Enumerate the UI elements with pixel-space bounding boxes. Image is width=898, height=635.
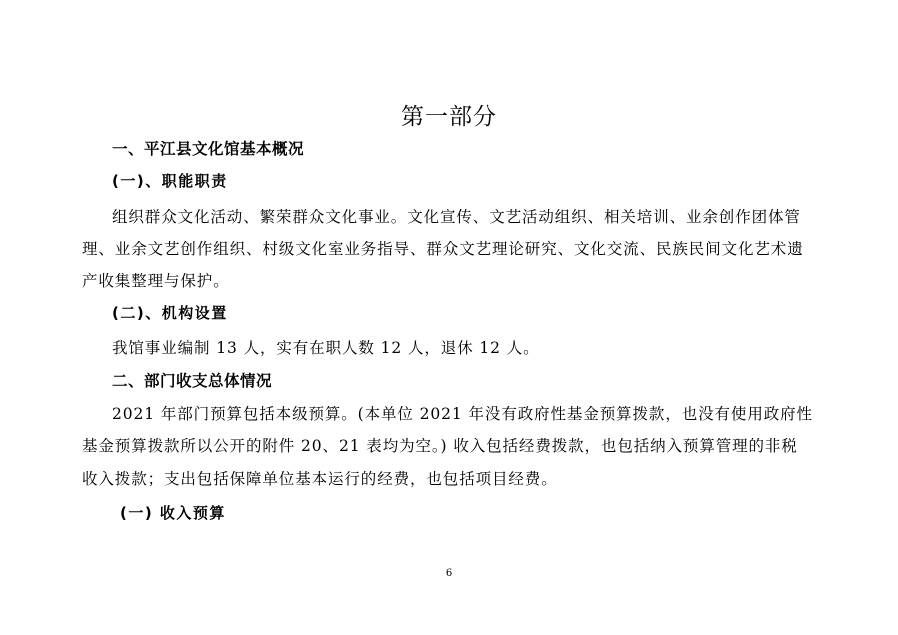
section-heading-budget-overview: 二、部门收支总体情况 xyxy=(112,372,273,390)
paragraph-line: 我馆事业编制 13 人，实有在职人数 12 人，退休 12 人。 xyxy=(112,339,540,357)
section-heading-overview: 一、平江县文化馆基本概况 xyxy=(112,140,305,158)
page-number: 6 xyxy=(445,568,453,579)
subsection-heading-duties: (一)、职能职责 xyxy=(112,172,228,190)
paragraph-line: 2021 年部门预算包括本级预算。(本单位 2021 年没有政府性基金预算拨款，也没有使用政府性 xyxy=(112,405,813,423)
subsection-heading-income-budget: (一) 收入预算 xyxy=(120,504,226,522)
paragraph-line: 理、业余文艺创作组织、村级文化室业务指导、群众文艺理论研究、文化交流、民族民间文化艺术遗 xyxy=(82,240,804,258)
paragraph-line: 基金预算拨款所以公开的附件 20、21 表均为空。) 收入包括经费拨款，也包括纳入预算管理的非税 xyxy=(82,437,798,455)
subsection-heading-organization: (二)、机构设置 xyxy=(112,304,228,322)
paragraph-line: 组织群众文化活动、繁荣群众文化事业。文化宣传、文艺活动组织、相关培训、业余创作团体管 xyxy=(112,208,801,226)
paragraph-line: 产收集整理与保护。 xyxy=(82,272,230,290)
page-title: 第一部分 xyxy=(401,104,497,130)
paragraph-line: 收入拨款；支出包括保障单位基本运行的经费，也包括项目经费。 xyxy=(82,470,558,488)
